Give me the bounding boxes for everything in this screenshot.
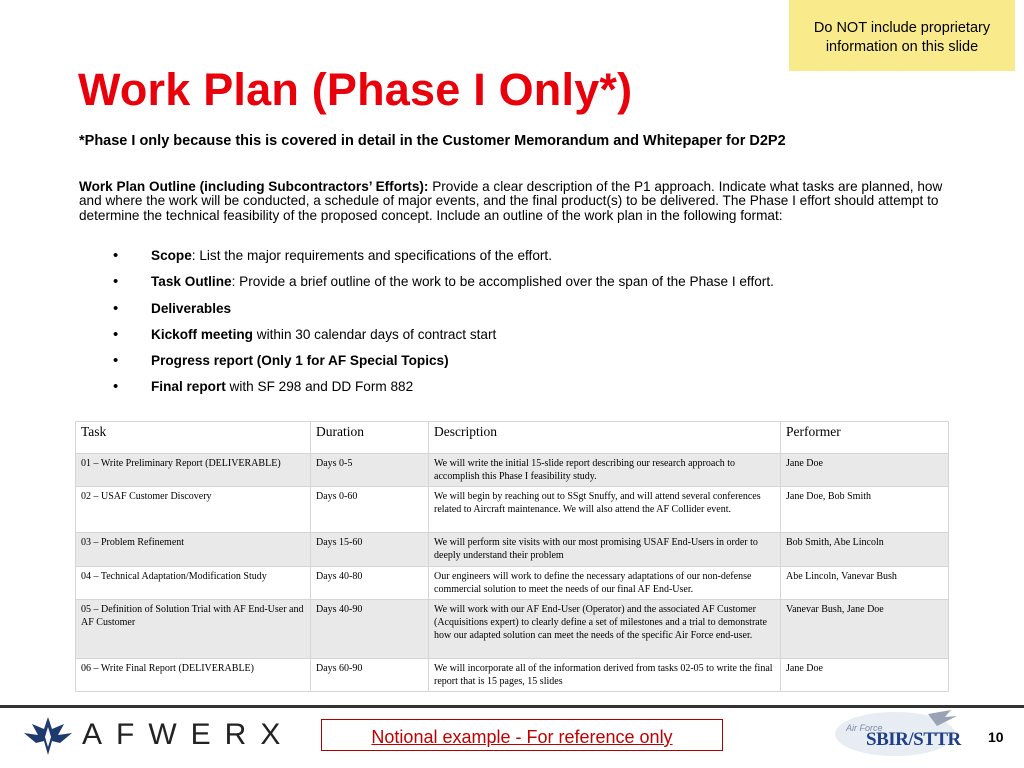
cell-performer: Bob Smith, Abe Lincoln [781, 533, 949, 567]
bullet-dot-icon: • [113, 325, 119, 343]
bullet-bold: Task Outline [151, 274, 232, 290]
cell-task: 06 – Write Final Report (DELIVERABLE) [76, 659, 311, 692]
bullet-text: with SF 298 and DD Form 882 [225, 379, 414, 395]
outline-paragraph [79, 180, 949, 223]
bullet-text: : List the major requirements and specifications of the effort. [191, 248, 552, 263]
cell-task: 01 – Write Preliminary Report (DELIVERABLE) [76, 454, 311, 487]
cell-performer: Jane Doe [781, 659, 949, 692]
air-force-wings-icon [22, 715, 74, 757]
cell-task: 04 – Technical Adaptation/Modification Study [76, 567, 311, 600]
bullet-bold: Progress report (Only 1 for AF Special Topics) [151, 353, 449, 369]
header-description: Description [429, 422, 781, 454]
table-header-row [76, 422, 949, 454]
bullet-dot-icon: • [113, 352, 119, 370]
table-row [76, 533, 949, 567]
outline-body: Provide a clear description of the P1 approach. Indicate what tasks are planned, how and where the work will be conducted, a schedule of major events, and the final product(s) to be delivered. The Phase I effort should attempt to determine the technical feasibility of the proposed concept. Include an outline of the work plan in the following format: [79, 179, 943, 223]
header-duration: Duration [311, 422, 429, 454]
cell-performer: Jane Doe, Bob Smith [781, 487, 949, 533]
cell-description: We will begin by reaching out to SSgt Snuffy, and will attend several conferences related to Aircraft maintenance. We will also attend the AF Collider event. [429, 487, 781, 533]
work-plan-table [75, 421, 949, 692]
cell-task: 05 – Definition of Solution Trial with AF End-User and AF Customer [76, 600, 311, 659]
bullet-text: within 30 calendar days of contract start [252, 326, 497, 342]
cell-duration: Days 0-5 [311, 454, 429, 487]
bullet-bold: Scope [151, 248, 192, 263]
table-row [76, 600, 949, 659]
cell-duration: Days 40-90 [311, 600, 429, 659]
table-row [76, 659, 949, 692]
cell-description: We will perform site visits with our most promising USAF End-Users in order to deeply understand their problem [429, 533, 781, 567]
cell-task: 02 – USAF Customer Discovery [76, 487, 311, 533]
sbir-air-force-label: Air Force [846, 723, 883, 733]
cell-description: We will work with our AF End-User (Operator) and the associated AF Customer (Acquisitions expert) to clearly define a set of milestones and a trial to demonstrate how our adapted solution can meet the needs of the specific Air Force end-user. [429, 600, 781, 659]
proprietary-notice: Do NOT include proprietary information on this slide [789, 0, 1015, 71]
bullet-bold: Deliverables [151, 300, 232, 316]
cell-duration: Days 15-60 [311, 533, 429, 567]
sbir-sttr-label: SBIR/STTR [866, 729, 961, 750]
cell-performer: Abe Lincoln, Vanevar Bush [781, 567, 949, 600]
cell-description: We will incorporate all of the information derived from tasks 02-05 to write the final report that is 15 pages, 15 slides [429, 659, 781, 692]
cell-description: We will write the initial 15-slide report describing our research approach to accomplish this Phase I feasibility study. [429, 454, 781, 487]
slide-subtitle: *Phase I only because this is covered in detail in the Customer Memorandum and Whitepaper for D2P2 [79, 133, 786, 149]
header-task: Task [76, 422, 311, 454]
notional-example-banner: Notional example - For reference only [321, 719, 723, 751]
cell-task: 03 – Problem Refinement [76, 533, 311, 567]
slide-title: Work Plan (Phase I Only*) [78, 64, 633, 115]
cell-performer: Jane Doe [781, 454, 949, 487]
table-row [76, 567, 949, 600]
page-number: 10 [988, 729, 1004, 745]
cell-duration: Days 40-80 [311, 567, 429, 600]
header-performer: Performer [781, 422, 949, 454]
bullet-dot-icon: • [113, 378, 119, 396]
outline-heading: Work Plan Outline (including Subcontractors’ Efforts): [79, 179, 429, 194]
table-row [76, 487, 949, 533]
cell-performer: Vanevar Bush, Jane Doe [781, 600, 949, 659]
afwerx-logo: AFWERX [82, 718, 295, 751]
bullet-dot-icon: • [113, 247, 119, 264]
bullet-text: : Provide a brief outline of the work to be accomplished over the span of the Phase I effort. [231, 274, 774, 290]
cell-duration: Days 0-60 [311, 487, 429, 533]
bullet-bold: Final report [151, 379, 226, 395]
table-row [76, 454, 949, 487]
bullet-bold: Kickoff meeting [151, 326, 253, 342]
bullet-dot-icon: • [113, 299, 119, 317]
bullet-dot-icon: • [113, 273, 119, 291]
cell-description: Our engineers will work to define the necessary adaptations of our non-defense commercial solution to meet the needs of our final AF End-User. [429, 567, 781, 600]
cell-duration: Days 60-90 [311, 659, 429, 692]
